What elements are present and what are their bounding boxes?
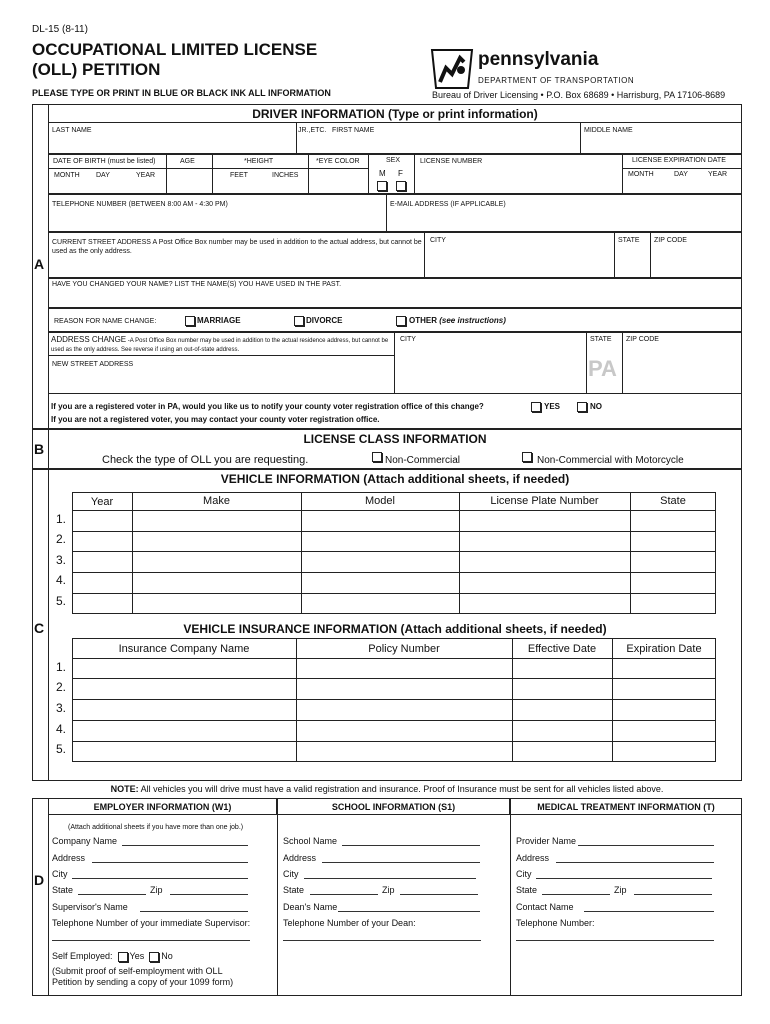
vehicle-col-state: State [660,495,686,507]
ins-col-effective: Effective Date [527,643,597,655]
sex-f-label: F [398,169,403,178]
employer-heading: EMPLOYER INFORMATION (W1) [93,802,232,812]
vehicle-col-make: Make [203,495,230,507]
vehicle-row-5: 5. [56,594,67,608]
insurance-heading: VEHICLE INSURANCE INFORMATION (Attach additional sheets, if needed) [183,622,607,636]
supervisor-label: Supervisor's Name [52,902,128,912]
medical-state-line[interactable] [542,894,610,895]
driver-info-heading: DRIVER INFORMATION (Type or print information) [252,107,538,121]
dean-phone-line[interactable] [283,940,481,941]
medical-heading: MEDICAL TREATMENT INFORMATION (T) [537,802,715,812]
ins-col-policy: Policy Number [368,643,440,655]
email-label: E-MAIL ADDRESS (IF APPLICABLE) [390,201,506,208]
ins-col-expiration: Expiration Date [626,643,702,655]
provider-label: Provider Name [516,836,577,846]
zip-label: ZIP CODE [654,237,687,244]
dean-line[interactable] [338,911,480,912]
school-name-line[interactable] [342,845,480,846]
agency-dept: DEPARTMENT OF TRANSPORTATION [478,76,635,85]
supervisor-phone-line[interactable] [52,940,250,941]
section-b-letter: B [34,441,45,457]
sex-label: SEX [386,157,401,164]
self-employed-proof-2: Petition by sending a copy of your 1099 form) [52,977,234,987]
license-class-heading: LICENSE CLASS INFORMATION [303,432,487,446]
voter-yes-checkbox[interactable] [531,402,541,412]
reason-label: REASON FOR NAME CHANGE: [54,318,157,325]
voter-note: If you are not a registered voter, you may contact your county voter registration office. [51,415,380,424]
ins-col-company: Insurance Company Name [118,643,250,655]
contact-name-label: Contact Name [516,902,574,912]
form-title-line2: (OLL) PETITION [32,60,161,79]
school-heading: SCHOOL INFORMATION (S1) [331,802,456,812]
medical-address-line[interactable] [556,862,714,863]
vehicle-row-3: 3. [56,553,67,567]
employer-company-line[interactable] [122,845,248,846]
form-id: DL-15 (8-11) [32,24,88,35]
ins-row-1: 1. [56,660,67,674]
employer-address-label: Address [52,853,86,863]
vehicle-info-heading: VEHICLE INFORMATION (Attach additional sheets, if needed) [220,472,570,486]
section-c-letter: C [34,620,45,636]
middle-name-label: MIDDLE NAME [584,127,633,134]
school-city-label: City [283,869,299,879]
section-a-letter: A [34,256,45,272]
self-employed-no-checkbox[interactable] [149,952,159,962]
medical-address-label: Address [516,853,550,863]
self-employed-label: Self Employed: [52,951,113,961]
dob-year: YEAR [136,172,156,179]
school-state-line[interactable] [310,894,378,895]
vehicle-col-year: Year [90,496,114,508]
marriage-label: MARRIAGE [197,316,241,325]
age-label: AGE [180,158,195,165]
contact-row[interactable] [48,194,742,232]
non-commercial-checkbox[interactable] [372,452,382,462]
new-city-label: CITY [400,336,416,343]
section-d-letter: D [34,872,45,888]
employer-zip-line[interactable] [170,894,248,895]
voter-yes-label: YES [544,402,561,411]
other-label: OTHER (see instructions) [409,316,506,325]
medical-zip-label: Zip [614,885,627,895]
ins-row-3: 3. [56,701,67,715]
school-zip-line[interactable] [400,894,478,895]
height-inches: INCHES [272,172,299,179]
agency-address: Bureau of Driver Licensing • P.O. Box 68689 • Harrisburg, PA 17106-8689 [432,90,726,100]
new-zip-label: ZIP CODE [626,336,659,343]
license-class-prompt: Check the type of OLL you are requesting. [102,454,309,466]
school-name-label: School Name [283,836,338,846]
sex-m-label: M [379,169,386,178]
vehicle-row-1: 1. [56,512,67,526]
school-zip-label: Zip [382,885,395,895]
non-commercial-label: Non-Commercial [385,455,461,466]
marriage-checkbox[interactable] [185,316,195,326]
medical-city-line[interactable] [536,878,712,879]
school-address-label: Address [283,853,317,863]
city-label: CITY [430,237,446,244]
insurance-table [72,638,716,762]
provider-line[interactable] [578,845,714,846]
motorcycle-label: Non-Commercial with Motorcycle [537,455,684,466]
eye-color-label: *EYE COLOR [316,158,360,165]
self-employed-yes-checkbox[interactable] [118,952,128,962]
supervisor-phone-label: Telephone Number of your immediate Supervisor: [52,918,251,928]
telephone-label: TELEPHONE NUMBER (BETWEEN 8:00 AM - 4:30 PM) [52,201,228,208]
divorce-label: DIVORCE [306,316,343,325]
jr-label: JR.,ETC. [298,127,327,134]
exp-month: MONTH [628,171,654,178]
dob-label: DATE OF BIRTH (must be listed) [53,158,156,165]
school-state-label: State [283,885,305,895]
self-employed-proof-1: (Submit proof of self-employment with OLL [52,966,223,976]
other-checkbox[interactable] [396,316,406,326]
employer-city-line[interactable] [72,878,248,879]
employer-state-line[interactable] [78,894,146,895]
divorce-checkbox[interactable] [294,316,304,326]
school-city-line[interactable] [304,878,476,879]
voter-no-checkbox[interactable] [577,402,587,412]
new-state-label: STATE [590,336,612,343]
height-label: *HEIGHT [244,158,274,165]
sex-f-checkbox[interactable] [396,181,406,191]
insurance-note: NOTE: All vehicles you will drive must have a valid registration and insurance. Proof of Insurance must be sent for all vehicles listed above. [110,784,664,794]
supervisor-line[interactable] [140,911,248,912]
name-row[interactable] [48,122,742,154]
school-address-line[interactable] [322,862,480,863]
vehicle-col-plate: License Plate Number [490,495,599,507]
contact-name-line[interactable] [584,911,714,912]
self-employed-row [52,951,173,962]
street-label: CURRENT STREET ADDRESS A Post Office Box number may be used in addition to the actual address, but cannot be used as the only address. [52,239,422,255]
exp-day: DAY [674,171,688,178]
keystone-logo-icon [430,48,474,90]
dean-label: Dean's Name [283,902,338,912]
employer-state-label: State [52,885,74,895]
voter-question: If you are a registered voter in PA, would you like us to notify your county voter registration office of this change? [51,402,484,411]
pa-state-prefill: PA [588,356,617,381]
dean-phone-label: Telephone Number of your Dean: [283,918,416,928]
vehicle-col-model: Model [365,495,395,507]
medical-phone-line[interactable] [516,940,714,941]
medical-city-label: City [516,869,532,879]
dob-month: MONTH [54,172,80,179]
license-exp-label: LICENSE EXPIRATION DATE [632,157,726,164]
employer-company-label: Company Name [52,836,118,846]
first-name-label: FIRST NAME [332,127,375,134]
exp-year: YEAR [708,171,728,178]
state-label: STATE [618,237,640,244]
license-number-label: LICENSE NUMBER [420,158,483,165]
employer-address-line[interactable] [92,862,248,863]
medical-zip-line[interactable] [634,894,712,895]
address-change-label: ADDRESS CHANGE -A Post Office Box number may be used in addition to the actual residence address, but cannot be used as the only address. See reverse if using an out-of-state address. [51,335,389,353]
voter-no-label: NO [590,402,602,411]
ins-row-4: 4. [56,722,67,736]
vehicle-row-4: 4. [56,573,67,587]
ink-instruction: PLEASE TYPE OR PRINT IN BLUE OR BLACK INK ALL INFORMATION [32,88,331,98]
medical-state-label: State [516,885,538,895]
ins-row-5: 5. [56,742,67,756]
sex-m-checkbox[interactable] [377,181,387,191]
dob-day: DAY [96,172,110,179]
employer-zip-label: Zip [150,885,163,895]
employer-attach-note: (Attach additional sheets if you have more than one job.) [68,824,244,831]
employer-city-label: City [52,869,68,879]
form-title-line1: OCCUPATIONAL LIMITED LICENSE [32,40,318,59]
name-change-question: HAVE YOU CHANGED YOUR NAME? LIST THE NAME(S) YOU HAVE USED IN THE PAST. [52,281,342,288]
motorcycle-checkbox[interactable] [522,452,532,462]
vehicle-row-2: 2. [56,532,67,546]
self-employed-yes-label: Yes [129,951,145,961]
medical-phone-label: Telephone Number: [516,918,595,928]
new-street-label: NEW STREET ADDRESS [52,361,134,368]
agency-name: pennsylvania [478,49,599,70]
height-feet: FEET [230,172,248,179]
last-name-label: LAST NAME [52,127,92,134]
self-employed-no-label: No [161,951,173,961]
ins-row-2: 2. [56,680,67,694]
